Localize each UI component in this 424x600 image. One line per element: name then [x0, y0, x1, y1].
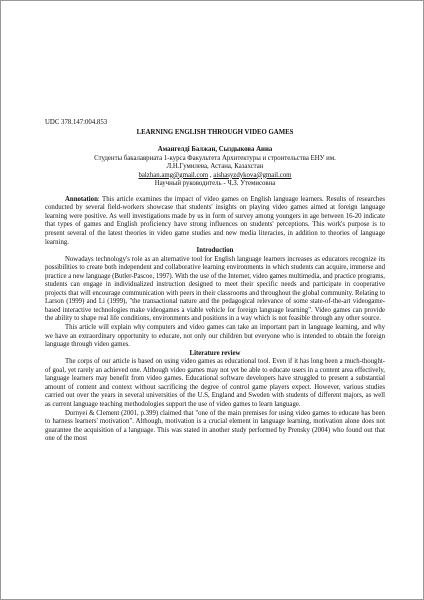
- author-names: Амангелді Балжан, Сыздыкова Анна: [157, 146, 273, 154]
- literature-review-heading: Literature review: [189, 349, 241, 357]
- author-emails: [45, 172, 385, 181]
- introduction-heading: Introduction: [196, 247, 234, 255]
- article-title: LEARNING ENGLISH THROUGH VIDEO GAMES: [136, 128, 294, 136]
- introduction-paragraph-1: Nowadays technology's role as an alternative tool for English language learners increases as educators recognize its possibilities to create both independent and collaborative learning environments in which students can acquire, immerse and practice a new language (Butler-Pascoe, 1997). With the use of the Internet, video games multimedia, and practice programs, students can engage in individualized instruction designed to meet their specific needs and participate in cooperative projects that will encourage communication with peers in their classrooms and throughout the global community. Relating to Larson (1999) and Li (1999), "the transactional nature and the pedagogical relevance of some state-of-the-art videogame-based interactive technologies make videogames a viable vehicle for foreign language learning". Video games can provide the ability to shape real life conditions, environments and positions in a way which is not feasible through any other source.: [45, 255, 385, 323]
- email-link-2[interactable]: aishasyzdykova@gmail.com: [213, 171, 292, 179]
- udc-code: UDC 378.147:004.853: [45, 119, 108, 126]
- literature-paragraph-1: The corps of our article is based on using video games as educational tool. Even if it has long been a much-thought-of goal, yet rarely an achieved one. Although video games may not yet be able to educate users in a content area effectively, language learners may benefit from video games. Educational software developers have struggled to present a substantial amount of content and context without sacrificing the degree of control game players expect. However, various studies carried out over the years in several universities of the U.S, England and Sweden with students of different majors, as well as current language teaching methodologies support the use of video games to learn language.: [45, 358, 385, 408]
- literature-paragraph-2: Dornyei & Clement (2001, p.399) claimed that "one of the main premises for using video games to educate has been to harness learners' motivation". Although, motivation is a crucial element in language learning, motivation alone does not guarantee the acquisition of a language. This was stated in another study performed by Prensky (2004) who found out that one of the most: [45, 409, 385, 443]
- email-link-1[interactable]: balzhan.amg@gmail.com: [138, 171, 209, 179]
- abstract-text: : This article examines the impact of video games on English language learners. Results of researches conducted by several field-workers showcase that students' insights on playing video games aimed at foreign language learning were positive. As well investigations made by us in form of survey among youngers in age between 16-20 indicate that types of games and English proficiency have strong influences on students' perceptions. This work's purpose is to present several of the latest theories in video game studies and new media literacies, in addition to theories of language learning.: [45, 195, 385, 246]
- abstract-paragraph: [45, 196, 385, 247]
- affiliation-line-1: Студенты бакалавриата 1-курса Факультета Архитектуры и строительства ЕНУ им.: [94, 154, 336, 162]
- email-separator: ,: [208, 171, 214, 179]
- supervisor-line: Научный руководитель - Ч.З. Утемисовна: [154, 180, 276, 188]
- abstract-label: Annotation: [65, 195, 98, 203]
- affiliation-line-2: Л.Н.Гумилева, Астана, Казахстан: [166, 163, 264, 171]
- document-body: [45, 119, 385, 444]
- introduction-paragraph-2: This article will explain why computers and video games can take an important part in language learning, and why we have an extraordinary opportunity to educate, not only our children but everyone who is intended to obtain the foreign language through video games.: [45, 324, 385, 349]
